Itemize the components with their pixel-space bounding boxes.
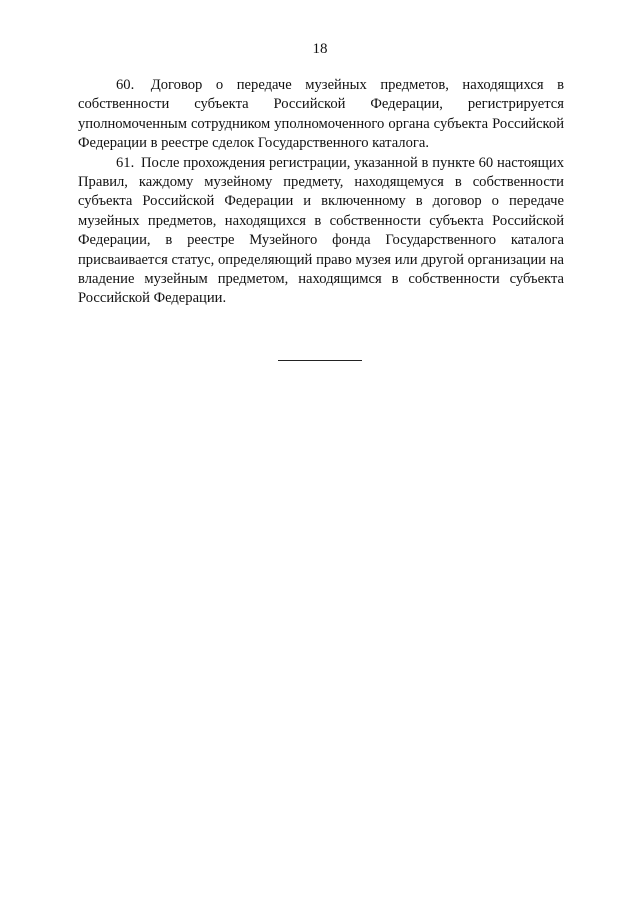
page-number: 18	[312, 41, 328, 57]
paragraph-number: 61.	[116, 154, 135, 171]
paragraph-61	[78, 154, 564, 309]
paragraph-text: Договор о передаче музейных предметов, находящихся в собственности субъекта Российской Федерации, регистрируется уполномоченным сотрудником уполномоченного органа субъекта Российской Федерации в реестре сделок Государственного каталога.	[78, 77, 564, 152]
end-of-document-rule	[278, 360, 362, 361]
paragraph-60	[78, 76, 564, 154]
paragraph-text: После прохождения регистрации, указанной в пункте 60 настоящих Правил, каждому музейному предмету, находящемуся в собственности субъекта Российской Федерации и включенному в договор о передаче музейных предметов, находящихся в собственности субъекта Российской Федерации, в реестре Музейного фонда Государственного каталога присваивается статус, определяющий право музея или другой организации на владение музейным предметом, находящимся в собственности субъекта Российской Федерации.	[78, 154, 564, 307]
paragraph-number: 60.	[116, 77, 135, 93]
document-body	[78, 76, 564, 309]
